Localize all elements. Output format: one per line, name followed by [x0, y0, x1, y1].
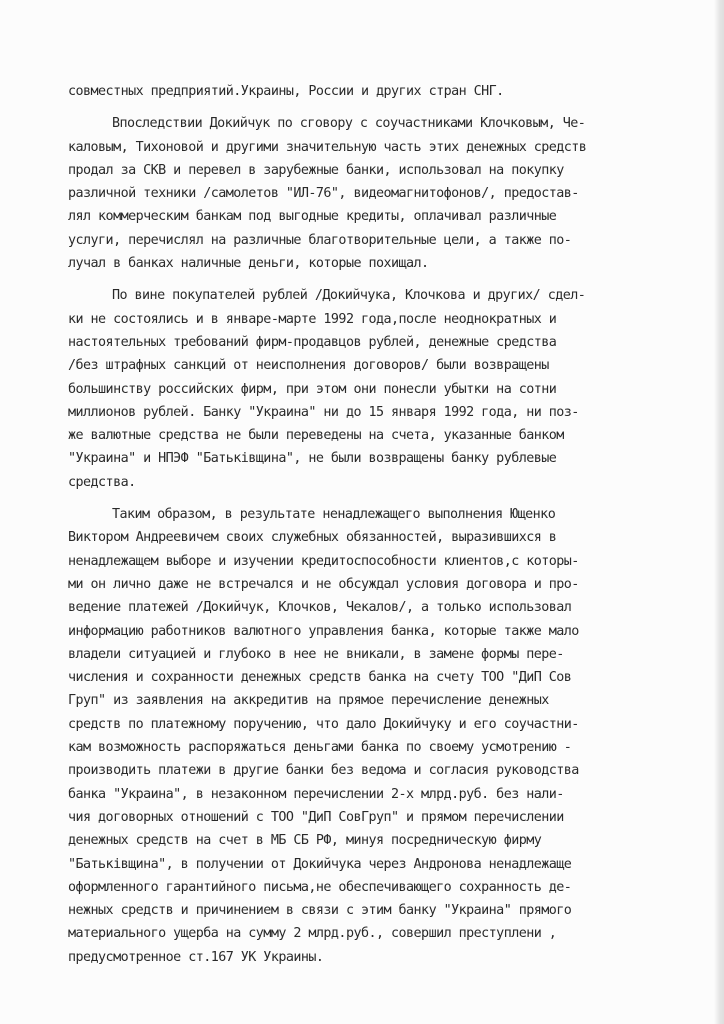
text-line: Виктором Андреевичем своих служебных обязанностей, выразившихся в: [68, 530, 557, 546]
text-line: ми он лично даже не встречался и не обсуждал условия договора и про-: [68, 576, 579, 592]
text-line: ки не состоялись и в январе-марте 1992 года,после неоднократных и: [68, 311, 557, 327]
text-line: производить платежи в другие банки без ведома и согласия руководства: [68, 763, 579, 779]
text-line: предусмотренное ст.167 УК Украины.: [68, 949, 324, 965]
paragraph-subsequent-actions: [68, 112, 668, 275]
scan-edge-shadow: [714, 0, 724, 1024]
text-line: денежных средств на счет в МБ СБ РФ, минуя посредническую фирму: [68, 833, 542, 849]
text-line: различной техники /самолетов "ИЛ-76", видеомагнитофонов/, предостав-: [68, 186, 579, 202]
text-line: продал за СКВ и перевел в зарубежные банки, использовал на покупку: [68, 162, 564, 178]
paragraph-failed-deals: [68, 284, 668, 494]
text-line: большинству российских фирм, при этом они понесли убытки на сотни: [68, 381, 557, 397]
text-line: По вине покупателей рублей /Докийчука, Клочкова и других/ сдел-: [112, 288, 586, 304]
text-line: информацию работников валютного управления банка, которые также мало: [68, 623, 579, 639]
text-line: банка "Украина", в незаконном перечислении 2-х млрд.руб. без нали-: [68, 786, 564, 802]
text-line: /без штрафных санкций от неисполнения договоров/ были возвращены: [68, 358, 549, 374]
text-line: чия договорных отношений с ТОО "ДиП СовГруп" и прямом перечислении: [68, 809, 564, 825]
text-line: ведение платежей /Докийчук, Клочков, Чекалов/, а только использовал: [68, 600, 572, 616]
text-line: Груп" из заявления на аккредитив на прямое перечисление денежных: [68, 693, 549, 709]
text-line: средства.: [68, 474, 136, 490]
text-line: оформленного гарантийного письма,не обеспечивающего сохранность де-: [68, 879, 572, 895]
text-line: нежных средств и причинением в связи с этим банку "Украина" прямого: [68, 903, 572, 919]
paragraph-conclusion: [68, 503, 668, 969]
text-line: материального ущерба на сумму 2 млрд.руб., совершил преступлени ,: [68, 926, 557, 942]
text-line: Впоследствии Докийчук по сговору с соучастниками Клочковым, Че-: [112, 116, 586, 132]
text-line: средств по платежному поручению, что дало Докийчуку и его соучастни-: [68, 716, 579, 732]
text-line: ненадлежащем выборе и изучении кредитоспособности клиентов,с которы-: [68, 553, 579, 569]
paragraph-continuation: [68, 80, 668, 103]
text-line: миллионов рублей. Банку "Украина" ни до 15 января 1992 года, ни поз-: [68, 404, 579, 420]
text-line: совместных предприятий.Украины, России и других стран СНГ.: [68, 84, 504, 99]
text-line: настоятельных требований фирм-продавцов рублей, денежные средства: [68, 334, 557, 350]
text-line: кам возможность распоряжаться деньгами банка по своему усмотрению -: [68, 740, 572, 756]
text-line: же валютные средства не были переведены на счета, указанные банком: [68, 428, 564, 444]
text-line: владели ситуацией и глубоко в нее не вникали, в замене формы пере-: [68, 646, 564, 662]
text-line: услуги, перечислял на различные благотворительные цели, а также по-: [68, 232, 572, 248]
text-line: "Украина" и НПЭФ "Батьківщина", не были возвращены банку рублевые: [68, 451, 557, 467]
text-line: каловым, Тихоновой и другими значительную часть этих денежных средств: [68, 139, 587, 155]
text-line: лял коммерческим банкам под выгодные кредиты, оплачивал различные: [68, 209, 557, 225]
text-line: лучал в банках наличные деньги, которые похищал.: [68, 256, 429, 272]
document-body: [68, 80, 668, 969]
text-line: числения и сохранности денежных средств банка на счету ТОО "ДиП Сов: [68, 670, 572, 686]
text-line: Таким образом, в результате ненадлежащего выполнения Ющенко: [112, 507, 556, 523]
text-line: "Батьківщина", в получении от Докийчука через Андронова ненадлежаще: [68, 856, 572, 872]
